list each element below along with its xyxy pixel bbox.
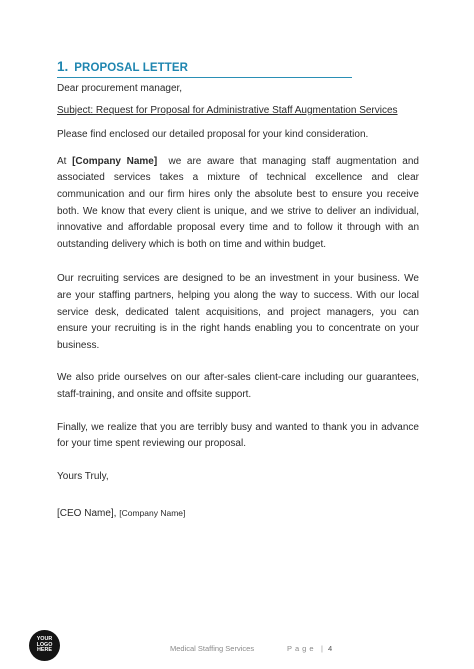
- paragraph-services: Our recruiting services are designed to be an investment in your business. We are your staffing partners, helping you along the way to success. With our local service desk, dedicated talent acquisitions, and project managers, you can ensure your recruiting is in the right hands enabling you to concentrate on your business.: [57, 273, 419, 351]
- section-heading: [57, 58, 352, 78]
- paragraph-company-at: At: [57, 155, 67, 167]
- paragraph-thanks: Finally, we realize that you are terribly busy and wanted to thank you in advance for your time spent reviewing our proposal.: [57, 421, 419, 450]
- logo-line-1: YOUR: [36, 636, 53, 643]
- subject-line: Subject: Request for Proposal for Administrative Staff Augmentation Services: [57, 104, 398, 116]
- section-number: 1.: [57, 59, 69, 74]
- footer-separator: |: [321, 644, 323, 653]
- signature: [57, 505, 419, 523]
- logo-badge: [29, 630, 60, 661]
- signature-company: [Company Name]: [119, 508, 186, 519]
- intro-paragraph: Please find enclosed our detailed proposal for your kind consideration.: [57, 129, 369, 141]
- footer-page-number: 4: [328, 644, 333, 653]
- footer-doc-title: Medical Staffing Services: [170, 644, 255, 653]
- footer-page-label: Page: [287, 644, 317, 653]
- signature-ceo: [CEO Name],: [57, 508, 117, 520]
- section-title: PROPOSAL LETTER: [74, 62, 189, 74]
- paragraph-company: [57, 154, 419, 254]
- paragraph-company-text: we are aware that managing staff augmentation and associated services takes a mixture of technical excellence and clear communication and our firm hires only the absolute best to ensure you receive both. We know that every client is unique, and we strive to deliver an individual, innovative and affordable proposal every time and to follow it through with an outstanding delivery which is both on time and within budget.: [57, 155, 419, 250]
- paragraph-aftersales: We also pride ourselves on our after-sales client-care including our guarantees, staff-training, and onsite and offsite support.: [57, 372, 419, 400]
- closing: Yours Truly,: [57, 470, 109, 482]
- letter-body: [57, 81, 419, 523]
- logo-line-2: LOGO: [36, 641, 53, 648]
- logo-line-3: HERE: [37, 647, 52, 654]
- company-name-placeholder: [Company Name]: [72, 155, 158, 167]
- salutation: Dear procurement manager,: [57, 83, 183, 94]
